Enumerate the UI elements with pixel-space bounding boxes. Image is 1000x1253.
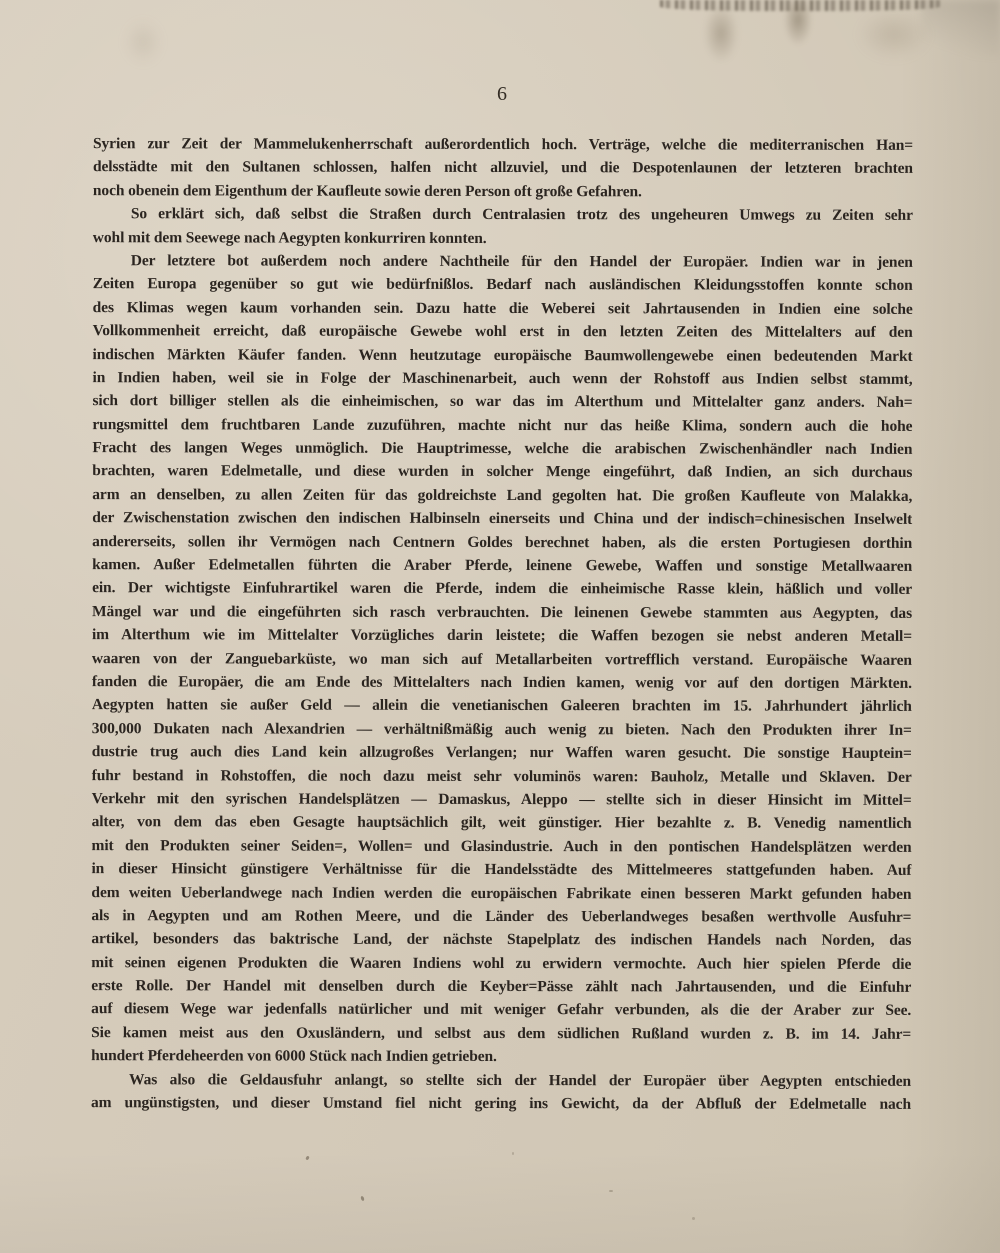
aging-stain — [846, 8, 942, 74]
text-line: in Indien haben, weil sie in Folge der Maschinenarbeit, auch wenn der Rohstoff aus Indien selbst stammt, — [92, 369, 913, 388]
text-line: Aegypten hatten sie außer Geld — allein die venetianischen Galeeren brachten im 15. Jahrhundert jährlich — [91, 696, 912, 716]
text-line: andererseits, sollen ihr Vermögen nach Centnern Goldes berechnet haben, als die ersten Portugiesen dorthin — [92, 532, 913, 552]
text-line: mit seinen eigenen Produkten die Waaren Indiens wohl zu erwidern vermochte. Auch hier spielen Pferde die — [91, 953, 912, 973]
text-line: fanden die Europäer, die am Ende des Mittelalters nach Indien kamen, wenig vor auf den dortigen Märkten. — [91, 673, 912, 692]
aging-stain — [118, 18, 168, 78]
paper-speck — [609, 1190, 613, 1192]
text-line: rungsmittel dem fruchtbaren Lande zuzuführen, machte nicht nur das heiße Klima, sondern auch die hohe — [92, 415, 913, 435]
text-line: im Alterthum wie im Mittelalter Vorzügliches darin leistete; die Waffen bezogen sie nebst anderen Metall= — [91, 626, 912, 646]
paragraph — [93, 132, 913, 204]
text-line: brachten, waren Edelmetalle, und diese wurden in solcher Menge eingeführt, daß Indien, an sich durchaus — [92, 462, 913, 482]
text-line: ein. Der wichtigste Einfuhrartikel waren die Pferde, indem die einheimische Rasse klein, häßlich und voller — [92, 579, 913, 599]
text-line: delsstädte mit den Sultanen schlossen, halfen nicht allzuviel, und die Despotenlaunen der letzteren brachten — [92, 158, 913, 178]
text-line: Was also die Geldausfuhr anlangt, so stellte sich der Handel der Europäer über Aegypten entschieden — [129, 1070, 912, 1090]
text-line: am ungünstigsten, und dieser Umstand fiel nicht gering ins Gewicht, da der Abfluß der Edelmetalle nach — [90, 1094, 912, 1113]
paper-speck — [305, 1156, 310, 1161]
text-line: Sie kamen meist aus den Oxusländern, und selbst aus dem südlichen Rußland wurden z. B. im 14. Jahr= — [91, 1023, 912, 1043]
text-line: mit den Produkten seiner Seiden=, Wollen= und Glasindustrie. Auch in den pontischen Handelsplätzen werden — [91, 836, 912, 856]
text-line: Vollkommenheit erreicht, daß europäische Gewebe wohl erst in den letzten Zeiten des Mittelalters auf den — [92, 322, 913, 341]
text-line: des Klimas wegen kaum vorhanden sein. Dazu hatte die Weberei seit Jahrtausenden in Indien eine solche — [92, 298, 913, 318]
text-line: auf diesem Wege war jedenfalls natürlicher und mit weniger Gefahr verbunden, als die der Araber zur See. — [91, 1000, 912, 1020]
text-line: Verkehr mit den syrischen Handelsplätzen — Damaskus, Aleppo — stellte sich in dieser Hinsicht im Mittel= — [91, 790, 912, 809]
text-line: als in Aegypten und am Rothen Meere, und die Länder des Ueberlandweges besaßen werthvolle Ausfuhr= — [91, 907, 912, 926]
text-line: So erklärt sich, daß selbst die Straßen durch Centralasien trotz des ungeheuren Umwegs zu Zeiten sehr — [130, 205, 913, 225]
text-line: fuhr bestand in Rohstoffen, die noch dazu meist sehr voluminös waren: Bauholz, Metalle und Sklaven. Der — [91, 766, 912, 786]
text-line: erste Rolle. Der Handel mit denselben durch die Keyber=Pässe zählt nach Jahrtausenden, und die Einfuhr — [91, 977, 912, 996]
top-edge-dirt-stain — [660, 0, 940, 11]
text-line: in dieser Hinsicht günstigere Verhältnisse für die Handelsstädte des Mittelmeeres stattgefunden haben. Auf — [91, 860, 912, 879]
paragraph — [93, 202, 913, 250]
text-line: dem weiten Ueberlandwege nach Indien werden die europäischen Fabrikate einen besseren Markt gefunden haben — [91, 883, 912, 903]
text-line: indischen Märkten Käufer fanden. Wenn heutzutage europäische Baumwollengewebe einen bedeutenden Markt — [92, 345, 913, 365]
text-line: alter, von dem das eben Gesagte hauptsächlich gilt, weit günstiger. Hier bezahlte z. B. Venedig namentlich — [91, 813, 912, 833]
text-line: arm an denselben, zu allen Zeiten für das goldreichste Land gegolten hat. Die großen Kaufleute von Malakka, — [92, 486, 913, 505]
paper-speck — [692, 1217, 695, 1220]
text-line: Mängel war und die eingeführten sich rasch verbrauchten. Die leinenen Gewebe stammten aus Aegypten, das — [92, 602, 913, 622]
page-number: 6 — [497, 83, 507, 105]
text-line: sich dort billiger stellen als die einheimischen, so war das im Alterthum und Mittelalter ganz anders. Nah= — [92, 392, 913, 412]
text-line: Zeiten Europa gegenüber so gut wie bedürfnißlos. Bedarf nach ausländischen Kleidungsstoffen konnte schon — [92, 275, 913, 295]
text-line: Syrien zur Zeit der Mammelukenherrschaft außerordentlich hoch. Verträge, welche die mediterranischen Han= — [92, 135, 914, 154]
paper-speck — [512, 1152, 514, 1155]
text-line: Der letztere bot außerdem noch andere Nachtheile für den Handel der Europäer. Indien war in jenen — [130, 252, 913, 271]
text-line: waaren von der Zanguebarküste, wo man sich auf Metallarbeiten vortrefflich verstand. Europäische Waaren — [91, 649, 912, 669]
paper-speck — [360, 1196, 365, 1202]
aging-stain — [698, 6, 744, 84]
text-line: 300,000 Dukaten nach Alexandrien — verhältnißmäßig auch wenig zu bieten. Nach den Produkten ihrer In= — [91, 719, 912, 739]
text-line: dustrie trug auch dies Land kein allzugroßes Verlangen; nur Waffen waren gesucht. Die sonstige Hauptein= — [91, 743, 912, 763]
aging-stain — [778, 0, 818, 66]
text-line: Fracht des langen Weges unmöglich. Die Hauptrimesse, welche die arabischen Zwischenhändler nach Indien — [92, 439, 913, 458]
text-line: hundert Pferdeheerden von 6000 Stück nach Indien getrieben. — [91, 1047, 497, 1066]
text-block — [91, 132, 913, 1116]
text-line: der Zwischenstation zwischen den indischen Halbinseln einerseits und China und der indisch=chinesischen Inselwelt — [92, 509, 913, 529]
text-line: noch obenein dem Eigenthum der Kaufleute sowie deren Person oft große Gefahren. — [92, 181, 642, 201]
paragraph — [91, 1068, 911, 1116]
text-line: artikel, besonders das baktrische Land, der nächste Stapelplatz des indischen Handels nach Norden, das — [91, 930, 912, 950]
text-line: kamen. Außer Edelmetallen führten die Araber Pferde, leinene Gewebe, Waffen und sonstige Metallwaaren — [92, 556, 913, 575]
text-line: wohl mit dem Seewege nach Aegypten konkurriren konnten. — [92, 228, 487, 247]
paragraph — [91, 249, 913, 1069]
corner-shadow — [922, 0, 1000, 56]
